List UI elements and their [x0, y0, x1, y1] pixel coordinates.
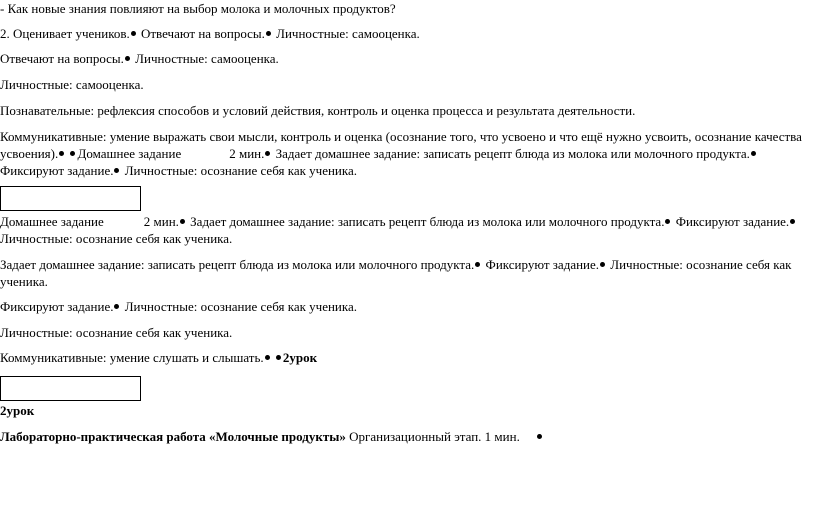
homework-paragraph	[0, 213, 812, 247]
empty-box	[0, 376, 141, 401]
homework-personal: Личностные: осознание себя как ученика.	[0, 231, 233, 246]
answer-line	[0, 50, 812, 67]
bullet-icon	[70, 151, 75, 156]
bullet-icon	[790, 219, 795, 224]
lesson-label: 2урок	[282, 350, 318, 365]
cognitive-text: Познавательные: рефлексия способов и условий действия, контроль и оценка процесса и результата деятельности.	[0, 103, 636, 118]
bullet-icon	[475, 262, 480, 267]
listen-text: Коммуникативные: умение слушать и слышать.	[0, 350, 264, 365]
bullet-icon	[266, 31, 271, 36]
answer-personal: Личностные: самооценка.	[135, 51, 279, 66]
question-line	[0, 0, 812, 17]
assign-personal: Личностные: осознание себя как ученика.	[0, 257, 792, 289]
bullet-icon	[276, 355, 281, 360]
record-personal: Личностные: осознание себя как ученика.	[124, 299, 358, 314]
bullet-icon	[665, 219, 670, 224]
assign-paragraph	[0, 256, 812, 290]
homework-label: Домашнее задание	[77, 146, 182, 161]
empty-box	[0, 186, 141, 211]
bullet-icon	[131, 31, 136, 36]
homework-label: Домашнее задание	[0, 214, 104, 229]
bullet-icon	[114, 168, 119, 173]
bullet-icon	[180, 219, 185, 224]
homework-time: 2 мин.	[229, 146, 265, 161]
record-text: Фиксируют задание.	[0, 299, 114, 314]
bullet-icon	[600, 262, 605, 267]
record-line	[0, 298, 812, 315]
personal-text: Личностные: осознание себя как ученика.	[0, 325, 233, 340]
lab-stage: Организационный этап. 1 мин.	[349, 429, 520, 444]
homework-personal: Личностные: осознание себя как ученика.	[124, 163, 358, 178]
bullet-icon	[265, 355, 270, 360]
bullet-icon	[114, 304, 119, 309]
stage2-line	[0, 25, 812, 42]
lab-title: Лабораторно-практическая работа «Молочные продукты»	[0, 429, 346, 444]
lesson-heading: 2урок	[0, 403, 35, 418]
communicative-text: Коммуникативные: умение выражать свои мысли, контроль и оценка (осознание того, что усвоено и что ещё нужно усвоить, осознание качества усвоения).	[0, 129, 802, 161]
communicative-paragraph	[0, 128, 812, 179]
homework-record: Фиксируют задание.	[675, 214, 790, 229]
selfesteem-line	[0, 76, 812, 93]
assign-text: Задает домашнее задание: записать рецепт блюда из молока или молочного продукта.	[0, 257, 475, 272]
lesson-heading-line	[0, 402, 812, 419]
personal-line	[0, 324, 812, 341]
homework-assign: Задает домашнее задание: записать рецепт блюда из молока или молочного продукта.	[275, 146, 750, 161]
homework-assign: Задает домашнее задание: записать рецепт блюда из молока или молочного продукта.	[190, 214, 665, 229]
lab-line	[0, 428, 812, 445]
bullet-icon	[537, 434, 542, 439]
bullet-icon	[751, 151, 756, 156]
question-text: - Как новые знания повлияют на выбор молока и молочных продуктов?	[0, 1, 396, 16]
selfesteem-text: Личностные: самооценка.	[0, 77, 144, 92]
homework-record: Фиксируют задание.	[0, 163, 114, 178]
cognitive-line	[0, 102, 812, 119]
stage-text: Оценивает учеников.	[13, 26, 130, 41]
stage-number: 2.	[0, 26, 10, 41]
stage-item-personal: Личностные: самооценка.	[276, 26, 420, 41]
bullet-icon	[265, 151, 270, 156]
bullet-icon	[59, 151, 64, 156]
bullet-icon	[125, 56, 130, 61]
assign-record: Фиксируют задание.	[485, 257, 600, 272]
listen-line	[0, 349, 812, 366]
homework-time: 2 мин.	[143, 214, 179, 229]
answer-text: Отвечают на вопросы.	[0, 51, 124, 66]
stage-item-answer: Отвечают на вопросы.	[140, 26, 265, 41]
